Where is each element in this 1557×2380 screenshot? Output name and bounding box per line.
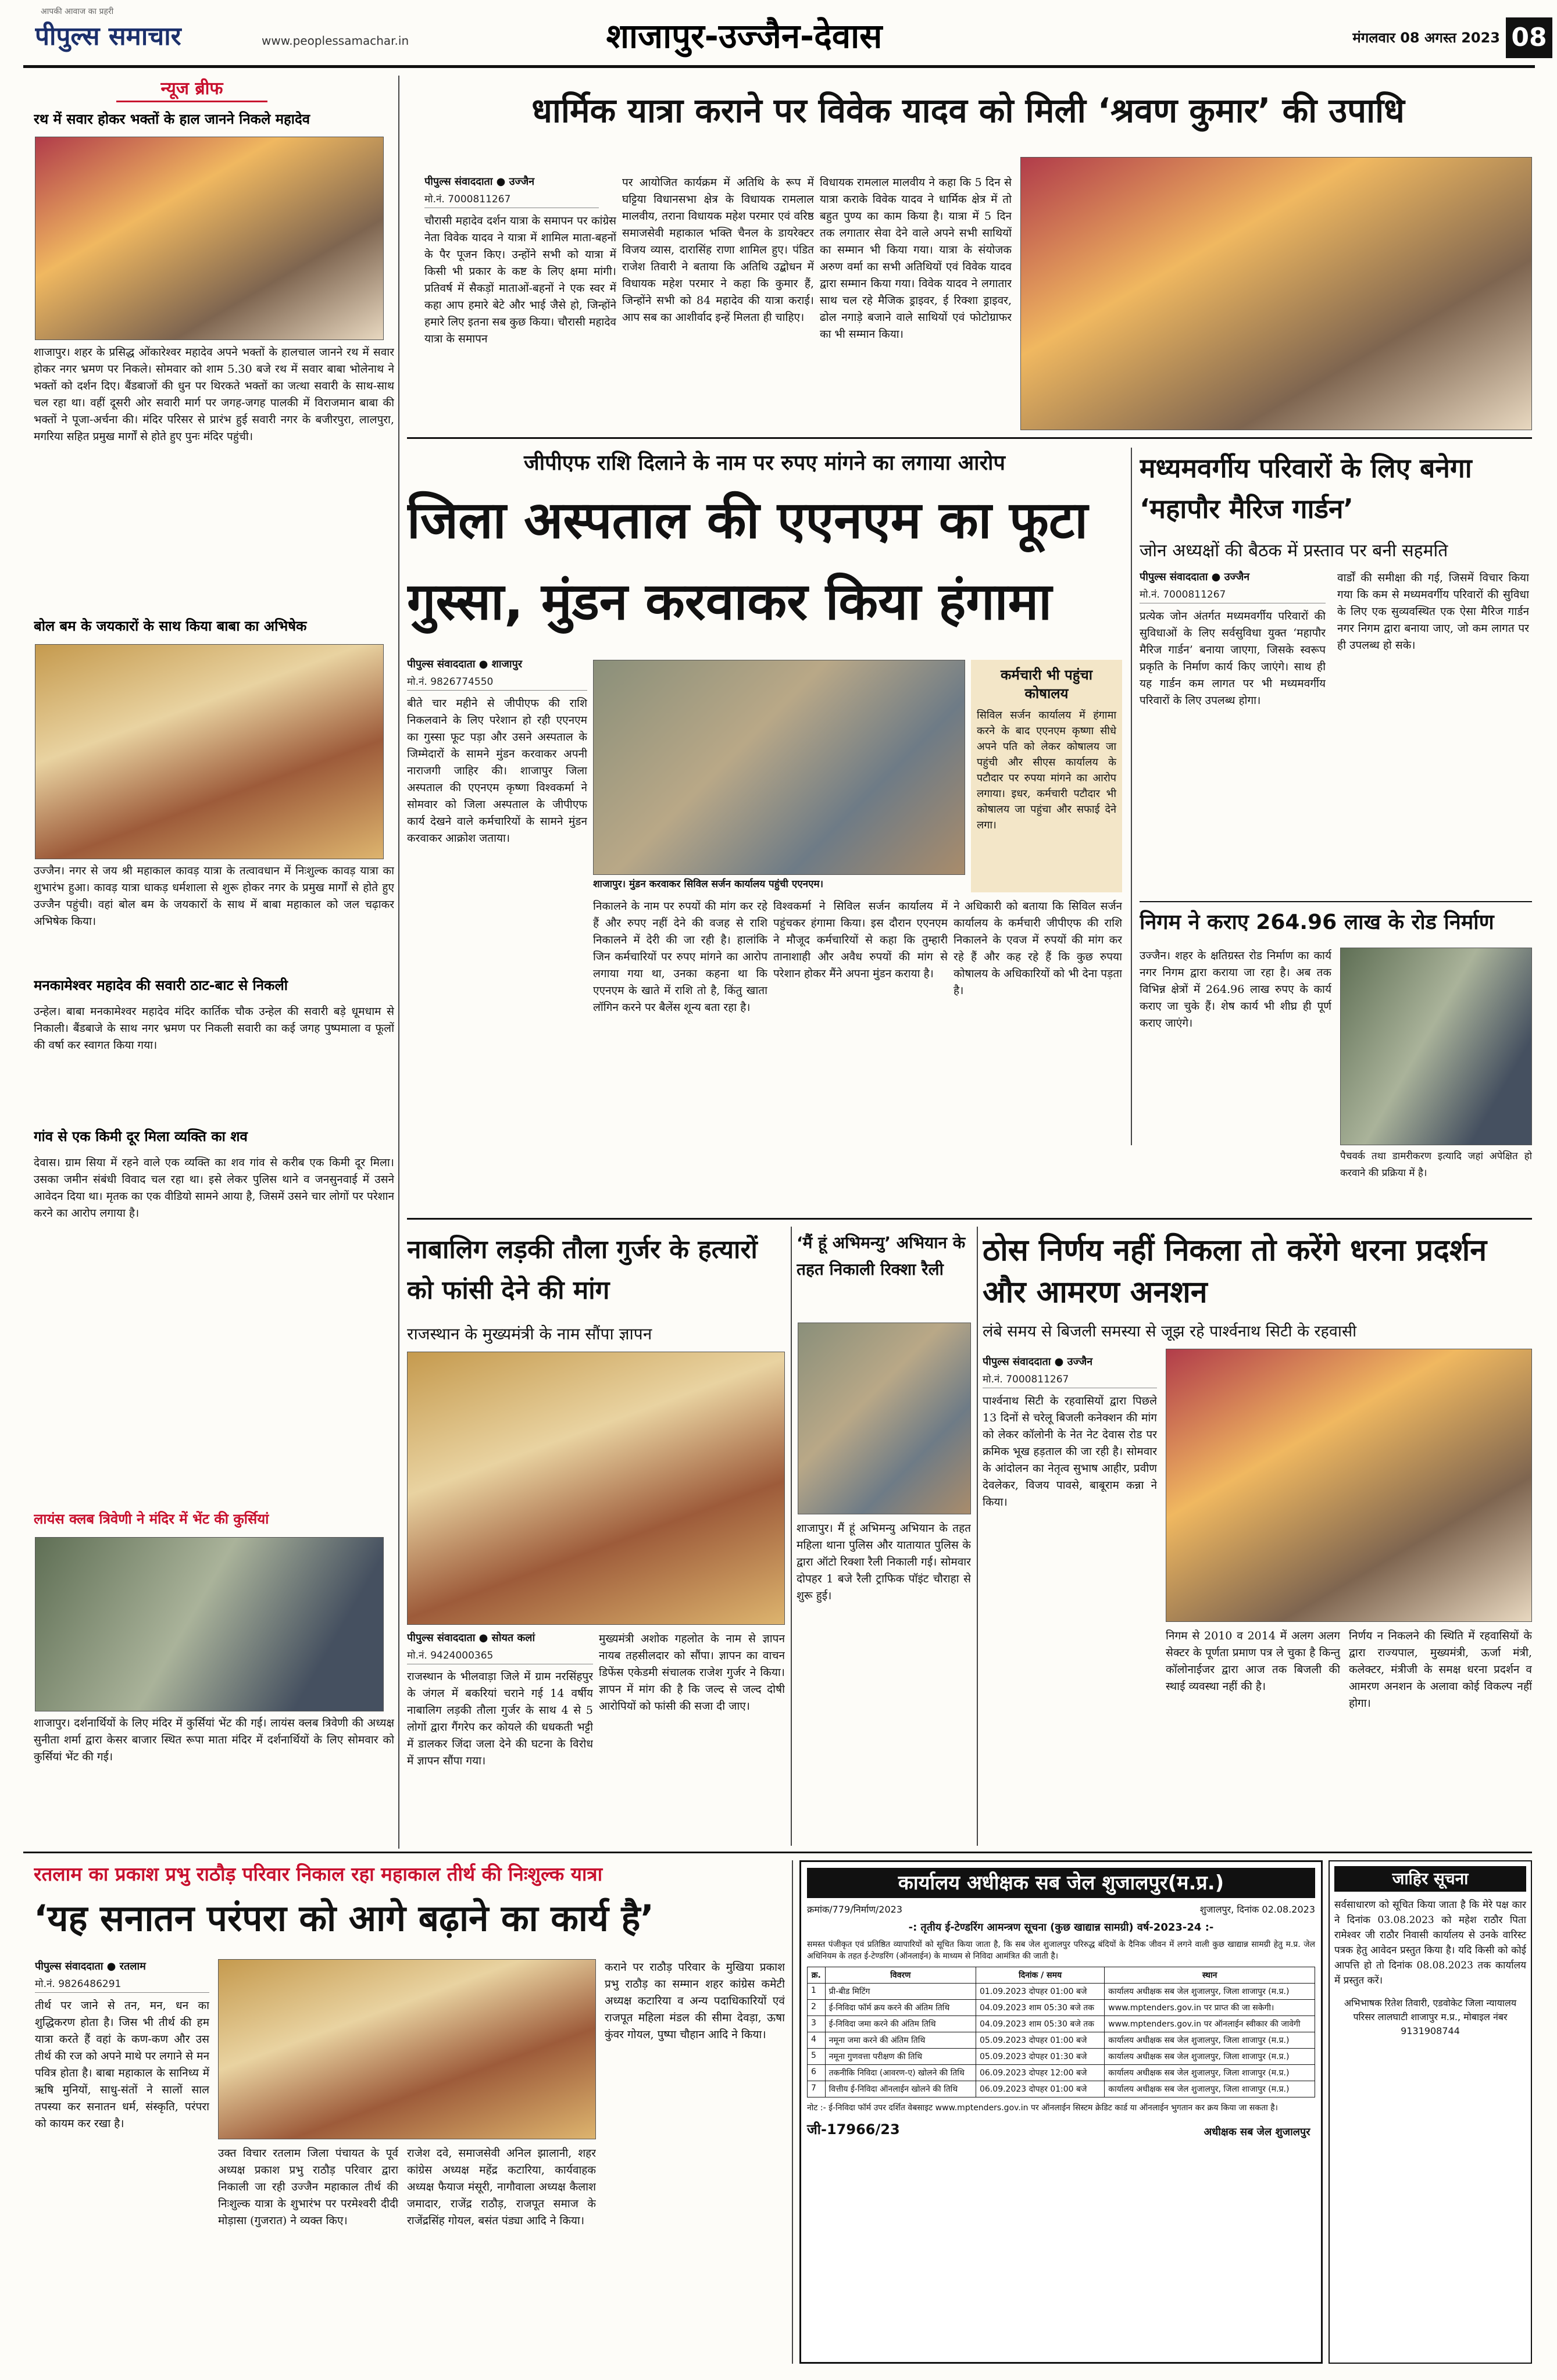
rule-story2-right (1131, 448, 1132, 1145)
story4-headline: निगम ने कराए 264.96 लाख के रोड निर्माण (1140, 910, 1494, 934)
masthead (0, 0, 1557, 64)
story7-col1: पार्श्वनाथ सिटी के रहवासियों द्वारा पिछले 13 दिनों से चरेलू बिजली कनेक्शन की मांग को लेकर कॉलोनी के नेत नेट देवास रोड पर क्रमिक भूख हड़ताल की जा रही है। सोमवार के आंदोलन का नेतृत्व सुभाष आहीर, प्रवीण देवलेकर, विजय पावसे, बाबूराम कन्ना ने किया। (983, 1395, 1157, 1509)
table-cell: कार्यालय अधीक्षक सब जेल शुजालपुर, जिला शाजापुर (म.प्र.) (1105, 2032, 1315, 2049)
tender-schedule-table (807, 1967, 1315, 2097)
table-cell: 1 (808, 1984, 826, 2000)
table-cell: 04.09.2023 शाम 05:30 बजे तक (976, 2000, 1105, 2016)
story7-byline: पीपुल्स संवाददाता ● उज्जैन (983, 1356, 1093, 1368)
page-number: 08 (1506, 17, 1552, 58)
table-cell: 05.09.2023 दोपहर 01:30 बजे (976, 2049, 1105, 2065)
story7-phone: मो.नं. 7000811267 (983, 1372, 1157, 1388)
table-cell: 2 (808, 2000, 826, 2016)
table-cell: 4 (808, 2032, 826, 2049)
brief-body-1: शाजापुर। शहर के प्रसिद्ध ओंकारेश्वर महादेव अपने भक्तों के हालचाल जानने रथ में सवार होकर नगर भ्रमण पर निकले। सोमवार को शाम 5.30 बजे रथ में सवार बाबा भोलेनाथ ने भक्तों को दर्शन दिए। बैंडबाजों की धुन पर थिरकते भक्तों का जत्था सवारी के साथ-साथ चल रहा था। वहीं दूसरी ओर सवारी मार्ग पर जगह-जगह पालकी में विराजमान बाबा की भक्तों ने पूजा-अर्चना की। मंदिर परिसर से प्रारंभ हुई सवारी नगर के बजीरपुरा, लालपुरा, मगरिया सहित प्रमुख मार्गों से होते हुए पुनः मंदिर पहुंची। (34, 346, 394, 443)
table-cell: कार्यालय अधीक्षक सब जेल शुजालपुर, जिला शाजापुर (म.प्र.) (1105, 2065, 1315, 2081)
website-url[interactable]: www.peoplessamachar.in (262, 34, 409, 48)
story2-col3: विश्वकर्मा ने सिविल सर्जन कार्यालय में पहुंचकर हंगामा किया। इस दौरान एएनएम ने मौजूद कर्मचारियों से कहा कि तुम्हारी तानाशाही और अवैध रुपयों की मांग से परेशान होकर मैंने अपना मुंडन कराया है। (773, 900, 948, 980)
table-cell: 01.09.2023 दोपहर 01:00 बजे (976, 1984, 1105, 2000)
story8-phone: मो.नं. 9826486291 (35, 1977, 209, 1993)
table-cell[interactable]: www.mptenders.gov.in पर प्राप्त की जा सकेगी। (1105, 2000, 1315, 2016)
story1-headline: धार्मिक यात्रा कराने पर विवेक यादव को मिली ‘श्रवण कुमार’ की उपाधि (531, 91, 1405, 130)
tender-col-header: विवरण (825, 1967, 976, 1984)
story5-byline: पीपुल्स संवाददाता ● सोयत कलां (407, 1632, 535, 1644)
table-row (808, 2000, 1315, 2016)
table-cell: 3 (808, 2016, 826, 2032)
story2-photo-caption: शाजापुर। मुंडन करवाकर सिविल सर्जन कार्यालय पहुंची एएनएम। (593, 878, 824, 890)
tender-note: नोट :- ई-निविदा फॉर्म उपर दर्शित वेबसाइट www.mptenders.gov.in पर ऑनलाईन सिस्टम क्रेडिट कार्ड या ऑनलाईन भुगतान कर क्रय किया जा सकता है। (807, 2103, 1278, 2113)
story3-phone: मो.नं. 7000811267 (1140, 587, 1326, 603)
story1-col1: चौरासी महादेव दर्शन यात्रा के समापन पर कांग्रेस नेता विवेक यादव ने यात्रा में शामिल माता-बहनों के पैर पूजन किए। उन्होंने सभी को यात्रा में किसी भी प्रकार के कष्ट के लिए क्षमा मांगी। प्रतिवर्ष में सैकड़ों माताओं-बहनों ने एक स्वर में कहा आप हमारे बेटे और भाई जैसे हो, जिन्होंने हमारे लिए इतना सब कुछ किया। चौरासी महादेव यात्रा के समापन (424, 215, 616, 345)
public-notice-signature: अभिभाषक रितेश तिवारी, एडवोकेट जिला न्यायालय परिसर लालघाटी शाजापुर म.प्र., मोबाइल नंबर 9131908744 (1344, 1997, 1517, 2036)
tender-signature: अधीक्षक सब जेल शुजालपुर (1204, 2126, 1310, 2138)
story7-headline: ठोस निर्णय नहीं निकला तो करेंगे धरना प्रदर्शन और आमरण अनशन (983, 1233, 1487, 1310)
table-cell: 7 (808, 2081, 826, 2097)
story3-byline: पीपुल्स संवाददाता ● उज्जैन (1140, 571, 1250, 583)
story1-phone: मो.नं. 7000811267 (424, 192, 599, 208)
rule-below-story1 (407, 437, 1532, 439)
section-title: शाजापुर-उज्जैन-देवास (606, 16, 883, 56)
story2-headline: जिला अस्पताल की एएनएम का फूटा गुस्सा, मुंडन करवाकर किया हंगामा (407, 490, 1088, 631)
story8-col1: तीर्थ पर जाने से तन, मन, धन का शुद्धिकरण होता है। जिस भी तीर्थ की हम यात्रा करते हैं वहां के कण-कण और उस तीर्थ की रज को अपने माथे पर लगाने से मन पवित्र होता है। बाबा महाकाल के सानिध्य में ऋषि मुनियों, साधु-संतों ने सालों साल तपस्या कर सनातन धर्म, संस्कृति, परंपरा को कायम कर रखा है। (35, 1999, 209, 2130)
story5-subhead: राजस्थान के मुख्यमंत्री के नाम सौंपा ज्ञापन (407, 1324, 652, 1343)
story8-col3: राजेश दवे, समाजसेवी अनिल झालानी, शहर कांग्रेस अध्यक्ष महेंद्र कटारिया, कार्यवाहक अध्यक्ष फैयाज मंसूरी, नागौवाला अध्यक्ष कैलाश जमादार, राजेंद्र राठौड़, राजपूत समाज के राजेंद्रसिंह गोयल, बसंत पंड्या आदि ने किया। (407, 2147, 596, 2227)
brief-headline-1: रथ में सवार होकर भक्तों के हाल जानने निकले महादेव (34, 111, 310, 127)
story7-col2: निगम से 2010 व 2014 में अलग अलग सेक्टर के पूर्णता प्रमाण पत्र ले चुका है किन्तु कॉलोनाईजर द्वारा आज तक बिजली की स्थाई व्यवस्था नहीं की है। (1166, 1629, 1340, 1693)
story2-col2: निकालने के नाम पर रुपयों की मांग कर रहे हैं और रुपए नहीं देने की वजह से राशि निकालने में देरी की जा रही है। हालांकि जिन कर्मचारियों पर रुपए मांगने का आरोप लगाया गया था, उनका कहना था कि एएनएम के खाते में राशि तो है, किंतु खाता लॉगिन करने पर बैलेंस शून्य बता रहा है। (593, 900, 767, 1014)
tender-footer-code: जी-17966/23 (807, 2121, 900, 2138)
story2-col1: बीते चार महीने से जीपीएफ की राशि निकलवाने के लिए परेशान हो रही एएनएम का गुस्सा फूट पड़ा और उसने अस्पताल के जिम्मेदारों के सामने मुंडन करवाकर अपनी नाराजगी जाहिर की। शाजापुर जिला अस्पताल की एएनएम कृष्णा विश्वकर्मा ने सोमवार को जिला अस्पताल के जीपीएफ कार्य देखने वाले कर्मचारियों के सामने मुंडन करवाकर आक्रोश जताया। (407, 697, 587, 845)
story2-sidebar-body: सिविल सर्जन कार्यालय में हंगामा करने के बाद एएनएम कृष्णा सीधे अपने पति को लेकर कोषालय जा पहुंची और सीएस कार्यालय के पटौदार पर रुपया मांगने का आरोप लगाया। इधर, कर्मचारी पटौदार भी कोषालय जा पहुंचा और सफाई देने लगा। (977, 709, 1116, 831)
table-cell: प्री-बीड मिटिंग (825, 1984, 976, 2000)
story4-photo (1340, 948, 1532, 1145)
issue-date: मंगलवार 08 अगस्त 2023 (1352, 30, 1500, 46)
story7-photo (1166, 1349, 1532, 1622)
story5-col1: राजस्थान के भीलवाड़ा जिले में ग्राम नरसिंहपुर के जंगल में बकरियां चराने गई 14 वर्षीय नाबालिग लड़की तौला गुर्जर के साथ 4 से 5 लोगों द्वारा गैंगरेप कर कोयले की धधकती भट्टी में डालकर जिंदा जला देने की घटना के विरोध में ज्ञापन सौंपा गया। (407, 1670, 593, 1767)
story3-col2: वार्डों की समीक्षा की गई, जिसमें विचार किया गया कि कम से मध्यमवर्गीय परिवारों की सुविधा के लिए एक सुव्यवस्थित एक ऐसा मैरिज गार्डन नगर निगम द्वारा बनाया जाए, जो कम लागत पर ही उपलब्ध हो सके। (1337, 571, 1529, 652)
table-cell: 05.09.2023 दोपहर 01:00 बजे (976, 2032, 1105, 2049)
story3-headline: मध्यमवर्गीय परिवारों के लिए बनेगा ‘महापौर मैरिज गार्डन’ (1140, 452, 1472, 524)
table-row (808, 1984, 1315, 2000)
brief-body-3: उन्हेल। बाबा मनकामेश्वर महादेव मंदिर कार्तिक चौक उन्हेल की सवारी बड़े धूमधाम से निकाली। बैंडबाजे के साथ नगर भ्रमण पर निकली सवारी का कई जगह पुष्पमाला व फूलों की वर्षा कर स्वागत किया गया। (34, 1005, 394, 1052)
table-cell: 04.09.2023 शाम 05:30 बजे तक (976, 2016, 1105, 2032)
table-cell: 06.09.2023 दोपहर 12:00 बजे (976, 2065, 1105, 2081)
table-row (808, 2032, 1315, 2049)
brief-body-2: उज्जैन। नगर से जय श्री महाकाल कावड़ यात्रा के तत्वावधान में निःशुल्क कावड़ यात्रा का शुभारंभ हुआ। कावड़ यात्रा धाकड़ धर्मशाला से शुरू होकर नगर के प्रमुख मार्गों से होते हुए उज्जैन पहुंची। वहां बोल बम के जयकारों के साथ में बाबा महाकाल को जल चढ़ाकर अभिषेक किया। (34, 864, 394, 928)
story1-byline: पीपुल्स संवाददाता ● उज्जैन (424, 176, 535, 188)
table-cell: 06.09.2023 दोपहर 01:00 बजे (976, 2081, 1105, 2097)
story2-col4: ने अधिकारी को बताया कि सिविल सर्जन कार्यालय के कर्मचारी जीपीएफ की राशि निकालने के एवज में रुपयों की मांग कर रहे हैं और कह रहे हैं कि कुछ रुपया कोषालय के अधिकारियों को भी देना पड़ता है। (954, 900, 1122, 997)
tender-col-header: दिनांक / समय (976, 1967, 1105, 1984)
story2-kicker: जीपीएफ राशि दिलाने के नाम पर रुपए मांगने का लगाया आरोप (524, 451, 1005, 475)
table-cell: 6 (808, 2065, 826, 2081)
tender-title: कार्यालय अधीक्षक सब जेल शुजालपुर(म.प्र.) (807, 1868, 1315, 1898)
story6-headline: ‘मैं हूं अभिमन्यु’ अभियान के तहत निकाली रिक्शा रैली (797, 1233, 966, 1279)
story1-photo (1020, 157, 1532, 430)
table-cell: कार्यालय अधीक्षक सब जेल शुजालपुर, जिला शाजापुर (म.प्र.) (1105, 2081, 1315, 2097)
rule-above-bottom (23, 1852, 1532, 1853)
story8-photo (218, 1959, 596, 2139)
table-cell: 5 (808, 2049, 826, 2065)
brief-headline-2: बोल बम के जयकारों के साथ किया बाबा का अभिषेक (34, 618, 307, 634)
story2-sidebar-title: कर्मचारी भी पहुंचा कोषालय (1001, 667, 1092, 702)
story2-phone: मो.नं. 9826774550 (407, 674, 587, 691)
story6-photo (798, 1323, 971, 1514)
public-notice-title: जाहिर सूचना (1334, 1866, 1526, 1892)
table-cell: ई-निविदा फॉर्म क्रय करने की अंतिम तिथि (825, 2000, 976, 2016)
table-cell: ई-निविदा जमा करने की अंतिम तिथि (825, 2016, 976, 2032)
public-notice (1329, 1860, 1532, 2364)
story5-col2: मुख्यमंत्री अशोक गहलोत के नाम से ज्ञापन नायब तहसीलदार को सौंपा। ज्ञापन का वाचन डिफेंस एकेडमी संचालक राजेश गुर्जर ने किया। ज्ञापन में मांग की है कि जल्द से जल्द दोषी आरोपियों को फांसी की सजा दी जाए। (599, 1632, 785, 1713)
brief-headline-4: गांव से एक किमी दूर मिला व्यक्ति का शव (34, 1128, 248, 1145)
story8-headline: ‘यह सनातन परंपरा को आगे बढ़ाने का कार्य है’ (34, 1897, 654, 1939)
tender-col-header: स्थान (1105, 1967, 1315, 1984)
news-brief-label: न्यूज ब्रीफ (116, 76, 267, 102)
table-cell: नमूना जमा करने की अंतिम तिथि (825, 2032, 976, 2049)
public-notice-body: सर्वसाधारण को सूचित किया जाता है कि मेरे पक्ष कार ने दिनांक 03.08.2023 को महेश राठौर पिता रामेश्वर जी राठौर निवासी कार्यालय से उनके वारिस्ट पत्रक हेतु आवेदन प्रस्तुत किया है। यदि किसी को कोई आपत्ति हो तो दिनांक 08.08.2023 तक कार्यालय में प्रस्तुत करें। (1334, 1899, 1526, 1986)
story3-subhead: जोन अध्यक्षों की बैठक में प्रस्ताव पर बनी सहमति (1140, 541, 1448, 561)
story6-body: शाजापुर। मैं हूं अभिमन्यु अभियान के तहत महिला थाना पुलिस और यातायात पुलिस के द्वारा ऑटो रिक्शा रैली निकाली गई। सोमवार दोपहर 1 बजे रैली ट्राफिक पॉइंट चौराहा से शुरू हुई। (797, 1522, 971, 1602)
story5-phone: मो.नं. 9424000365 (407, 1648, 593, 1664)
table-row (808, 2065, 1315, 2081)
newspaper-logo: पीपुल्स समाचार (35, 22, 181, 51)
rule-mid-page (407, 1218, 1532, 1220)
table-cell: नमूना गुणवत्ता परीक्षण की तिथि (825, 2049, 976, 2065)
table-cell: कार्यालय अधीक्षक सब जेल शुजालपुर, जिला शाजापुर (म.प्र.) (1105, 2049, 1315, 2065)
story8-col2: उक्त विचार रतलाम जिला पंचायत के पूर्व अध्यक्ष प्रकाश प्रभु राठौड़ परिवार द्वारा निकाली जा रही उज्जैन महाकाल तीर्थ की निःशुल्क यात्रा के शुभारंभ पर परमेश्वरी दीदी मोड़ासा (गुजरात) ने व्यक्त किए। (218, 2147, 398, 2227)
story8-byline: पीपुल्स संवाददाता ● रतलाम (35, 1960, 146, 1972)
story3-col1: प्रत्येक जोन अंतर्गत मध्यमवर्गीय परिवारों की सुविधाओं के लिए सर्वसुविधा युक्त ‘महापौर मैरिज गार्डन’ बनाया जाएगा, जिसके स्वरूप प्रकृति के निर्माण कार्य किए जाएंगे। साथ ही यह गार्डन कम लागत पर भी मध्यमवर्गीय परिवारों के लिए उपलब्ध होगा। (1140, 610, 1326, 707)
table-cell: तकनीकि निविदा (आवरण-ए) खोलने की तिथि (825, 2065, 976, 2081)
story2-byline: पीपुल्स संवाददाता ● शाजापुर (407, 658, 523, 670)
story8-col4: कराने पर राठौड़ परिवार के मुखिया प्रकाश प्रभु राठौड़ का सम्मान शहर कांग्रेस कमेटी अध्यक्ष कटारिया व अन्य पदाधिकारियों एवं राजपूत महिला मंडल की सीमा देवड़ा, ऊषा कुंवर गोयल, पुष्पा चौहान आदि ने किया। (605, 1961, 785, 2041)
story2-photo (593, 660, 965, 875)
table-cell: कार्यालय अधीक्षक सब जेल शुजालपुर, जिला शाजापुर (म.प्र.) (1105, 1984, 1315, 2000)
story4-body: उज्जैन। शहर के क्षतिग्रस्त रोड निर्माण का कार्य नगर निगम द्वारा कराया जा रहा है। अब तक विभिन्न क्षेत्रों में 264.96 लाख रुपए के कार्य कराए जा चुके हैं। शेष कार्य भी शीघ्र ही पूर्ण कराए जाएंगे। (1140, 949, 1331, 1030)
brief-photo-1 (35, 137, 384, 340)
brief-body-4: देवास। ग्राम सिया में रहने वाले एक व्यक्ति का शव गांव से करीब एक किमी दूर मिला। उसका जमीन संबंधी विवाद चल रहा था। इसे लेकर पुलिस थाने व जनसुनवाई में उसने आवेदन दिया था। मृतक का एक वीडियो सामने आया है, जिसमें उसने चार लोगों पर परेशान करने का आरोप लगाया है। (34, 1156, 394, 1220)
tender-subject: -: तृतीय ई-टेण्डरिंग आमन्त्रण सूचना (कुछ खाद्यान्न सामग्री) वर्ष-2023-24 :- (908, 1921, 1214, 1934)
story1-col2: पर आयोजित कार्यक्रम में अतिथि के रूप में घट्टिया विधानसभा क्षेत्र के विधायक रामलाल मालवीय, तराना विधायक महेश परमार एवं वरिष्ठ समाजसेवी महाकाल भक्ति चैनल के डायरेक्टर विजय व्यास, दारासिंह राणा शामिल हुए। पंडित राजेश तिवारी ने बताया कि अतिथि उद्बोधन में विधायक महेश परमार ने कहा कि कुमार हैं, जिन्होंने सभी को 84 महादेव की यात्रा कराई। आप सब का आशीर्वाद इन्हें मिलता ही चाहिए। (622, 176, 814, 324)
rule-story5-right (791, 1227, 792, 1846)
brief-headline-3: मनकामेश्वर महादेव की सवारी ठाट-बाट से निकली (34, 977, 288, 994)
table-row (808, 2081, 1315, 2097)
rule-story8-right (792, 1860, 793, 2364)
tender-reference: क्रमांक/779/निर्माण/2023 (807, 1904, 903, 1915)
story8-kicker: रतलाम का प्रकाश प्रभु राठौड़ परिवार निकाल रहा महाकाल तीर्थ की निःशुल्क यात्रा (34, 1863, 603, 1885)
story1-col3: विधायक रामलाल मालवीय ने कहा कि 5 दिन से यात्रा कराके विवेक यादव ने धार्मिक क्षेत्र में तो बहुत पुण्य का काम किया है। यात्रा में 5 दिन तक लगातार सेवा देने वाले अपने सभी साथियों का सम्मान भी किया गया। यात्रा के संयोजक अरुण वर्मा का सभी अतिथियों एवं विवेक यादव द्वारा सम्मान किया गया। विवेक यादव ने लगातार साथ चल रहे मैजिक ड्राइवर, ई रिक्शा ड्राइवर, ढोल नगाड़े बजाने वाले साथियों एवं फोटोग्राफर का भी सम्मान किया। (820, 176, 1012, 341)
brief-photo-2 (35, 644, 384, 859)
brief-photo-5 (35, 1537, 384, 1711)
tender-col-header: क्र. (808, 1967, 826, 1984)
left-column-rule (398, 76, 399, 1849)
story7-subhead: लंबे समय से बिजली समस्या से जूझ रहे पार्श्वनाथ सिटी के रहवासी (983, 1323, 1357, 1341)
tender-notice (799, 1860, 1323, 2364)
rule-story6-right (977, 1227, 978, 1846)
header-rule (23, 65, 1535, 68)
logo-tagline: आपकी आवाज का प्रहरी (41, 7, 114, 16)
story2-sidebar (971, 660, 1122, 892)
brief-body-5: शाजापुर। दर्शनार्थियों के लिए मंदिर में कुर्सियां भेंट की गई। लायंस क्लब त्रिवेणी की अध्यक्ष सुनीता शर्मा द्वारा केसर बाजार स्थित रूपा माता मंदिर में दर्शनार्थियों के लिए सोमवार को कुर्सियां भेंट की गई। (34, 1717, 394, 1763)
tender-intro: समस्त पंजीकृत एवं प्रतिष्ठित व्यापारियों को सूचित किया जाता है, कि सब जेल शुजालपुर परिरुद्ध बंदियों के दैनिक जीवन में लगने वाली कुछ खाद्यान्न सामग्री हेतु म.प्र. जेल अधिनियम के तहत ई-टेण्डरिंग (ऑनलाईन) के माध्यम से निविदा आमंत्रित की जाती है। (807, 1940, 1315, 1961)
story5-headline: नाबालिग लड़की तौला गुर्जर के हत्यारों को फांसी देने की मांग (407, 1235, 758, 1305)
table-row (808, 2049, 1315, 2065)
story4-photo-caption: पैचवर्क तथा डामरीकरण इत्यादि जहां अपेक्षित हो करवाने की प्रक्रिया में है। (1340, 1150, 1532, 1179)
story5-photo (407, 1352, 785, 1625)
rule-story3-below (1140, 901, 1532, 902)
story7-col3: निर्णय न निकलने की स्थिति में रहवासियों के द्वारा राज्यपाल, मुख्यमंत्री, ऊर्जा मंत्री, कलेक्टर, मंत्रीजी के समक्ष धरना प्रदर्शन व आमरण अनशन के अलावा कोई विकल्प नहीं होगा। (1349, 1629, 1532, 1710)
table-cell[interactable]: www.mptenders.gov.in पर ऑनलाईन स्वीकार की जावेगी (1105, 2016, 1315, 2032)
brief-headline-5: लायंस क्लब त्रिवेणी ने मंदिर में भेंट की कुर्सियां (34, 1511, 269, 1527)
table-cell: वित्तीय ई-निविदा ऑनलाईन खोलने की तिथि (825, 2081, 976, 2097)
tender-date: शुजालपुर, दिनांक 02.08.2023 (1199, 1904, 1315, 1915)
table-row (808, 2016, 1315, 2032)
